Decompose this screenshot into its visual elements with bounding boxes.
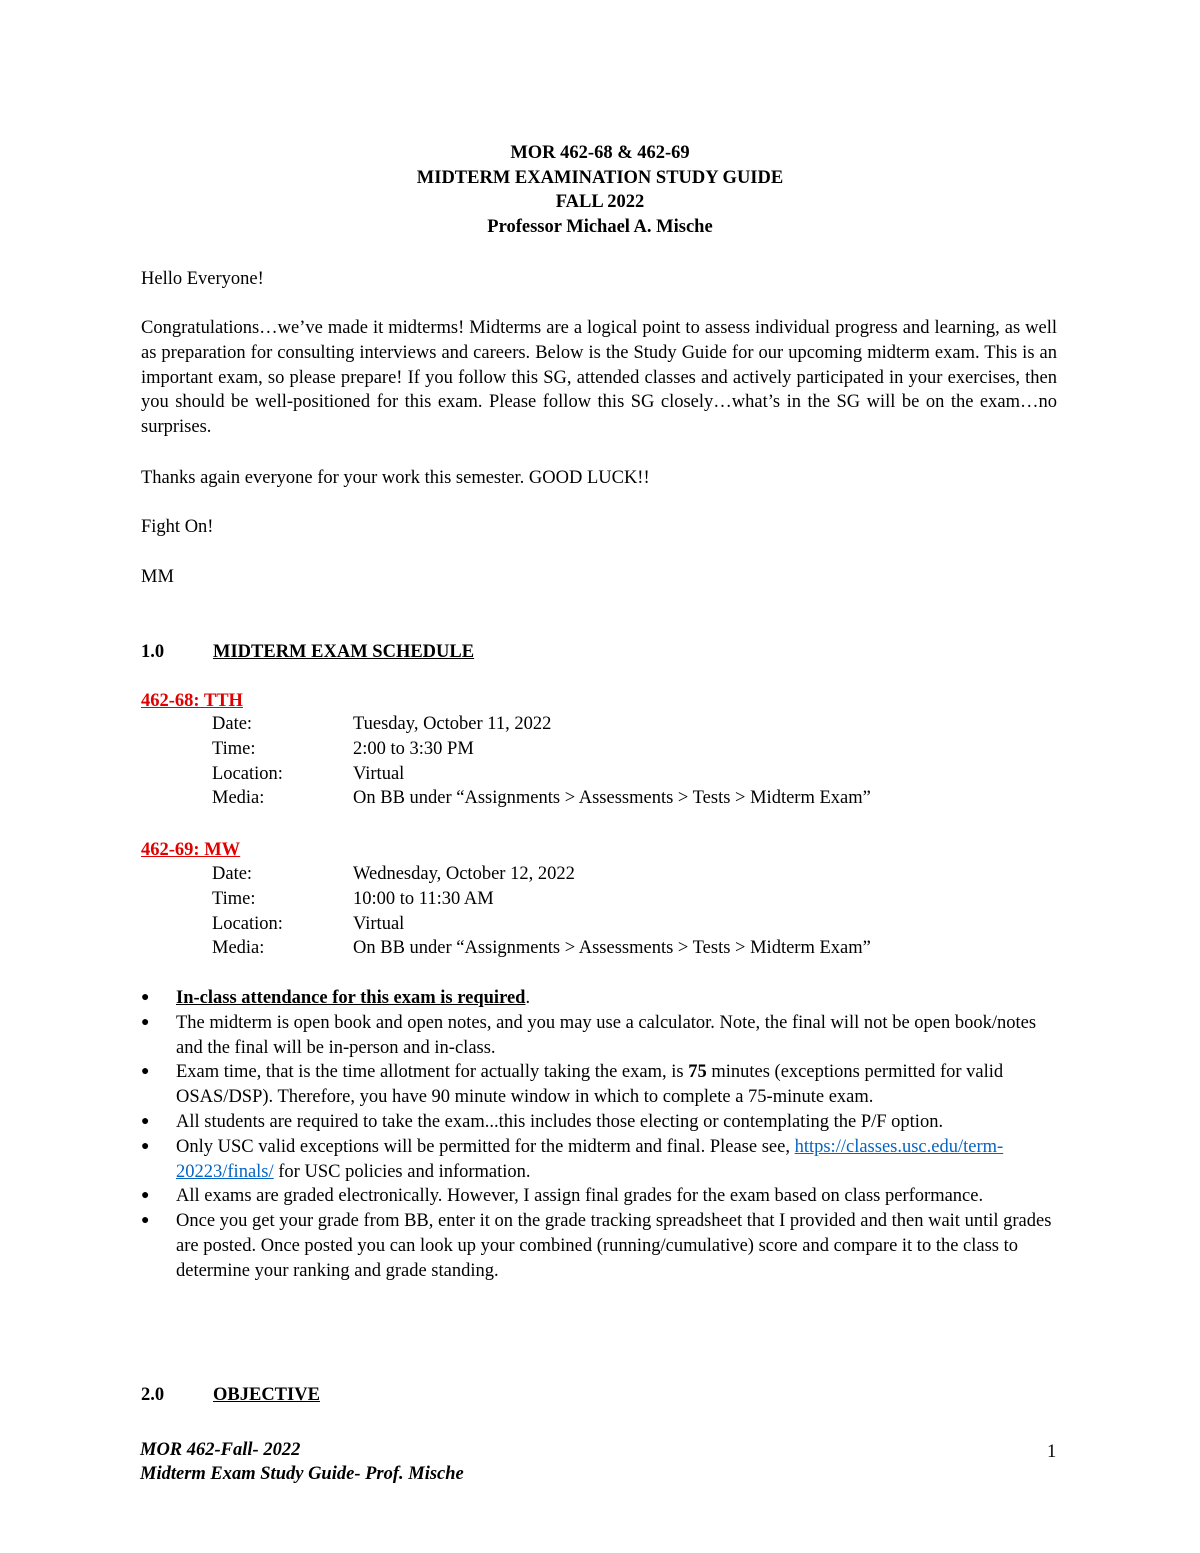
section-heading-schedule — [141, 640, 474, 664]
page-number: 1 — [1047, 1442, 1057, 1462]
schedule-heading-462-68: 462-68: TTH — [141, 691, 243, 711]
section-title: MIDTERM EXAM SCHEDULE — [213, 642, 475, 662]
bullet-text: minutes (exceptions permitted for valid OSAS/DSP). Therefore, you have 90 minute window in which to complete a 75-minute exam. — [176, 1062, 1004, 1108]
schedule-value: Tuesday, October 11, 2022 — [353, 714, 552, 734]
schedule-table-462-68 — [212, 712, 871, 811]
bullet-icon: ● — [141, 1188, 150, 1204]
bullet-icon: ● — [141, 1113, 150, 1129]
schedule-row — [212, 887, 871, 912]
course-code: MOR 462-68 & 462-69 — [510, 143, 690, 163]
schedule-value: On BB under “Assignments > Assessments > Tests > Midterm Exam” — [353, 788, 871, 809]
list-item — [141, 1060, 1057, 1110]
bullet-text: Once you get your grade from BB, enter it on the grade tracking spreadsheet that I provided and then wait until grades are posted. Once posted you can look up your combined (running/cumulative) score and compare it to the class to determine your ranking and grade standing. — [176, 1211, 1052, 1281]
list-item — [141, 1209, 1057, 1283]
footer-doc-title: Midterm Exam Study Guide- Prof. Mische — [140, 1464, 464, 1484]
signoff: Fight On! — [141, 517, 214, 537]
list-item — [141, 1110, 1057, 1135]
section-number: 2.0 — [141, 1385, 165, 1405]
bullet-icon: ● — [141, 1064, 150, 1080]
schedule-label: Location: — [212, 763, 283, 784]
schedule-value: 10:00 to 11:30 AM — [353, 888, 494, 909]
list-item — [141, 986, 1057, 1011]
schedule-value: Virtual — [353, 913, 405, 934]
bullet-text: Exam time, that is the time allotment for actually taking the exam, is — [176, 1062, 689, 1083]
exam-minutes: 75 — [688, 1062, 707, 1083]
usc-finals-link[interactable]: https://classes.usc.edu/term-20223/finals/ — [176, 1136, 1004, 1182]
list-item — [141, 1011, 1057, 1061]
schedule-label: Media: — [212, 938, 265, 959]
list-item — [141, 1135, 1057, 1185]
document-title: MIDTERM EXAMINATION STUDY GUIDE — [416, 167, 784, 188]
schedule-value: Virtual — [353, 763, 405, 784]
term: FALL 2022 — [555, 192, 645, 213]
attendance-required: In-class attendance for this exam is required — [176, 988, 526, 1008]
bullet-icon: ● — [141, 1138, 150, 1154]
thanks-line: Thanks again everyone for your work this semester. GOOD LUCK!! — [141, 468, 650, 488]
greeting: Hello Everyone! — [141, 269, 264, 289]
schedule-label: Location: — [212, 913, 283, 934]
page-footer — [140, 1438, 464, 1486]
schedule-table-462-69 — [212, 862, 871, 961]
section-heading-objective — [141, 1383, 320, 1407]
list-item — [141, 1184, 1057, 1209]
schedule-row — [212, 762, 871, 787]
bullet-icon: ● — [141, 1213, 150, 1229]
schedule-label: Time: — [212, 888, 256, 909]
bullet-text: All exams are graded electronically. However, I assign final grades for the exam based on class performance. — [176, 1186, 984, 1207]
bullet-text: . — [525, 988, 531, 1008]
schedule-heading-462-69: 462-69: MW — [141, 840, 241, 860]
schedule-value: On BB under “Assignments > Assessments > Tests > Midterm Exam” — [353, 938, 871, 959]
bullet-text: for USC policies and information. — [273, 1161, 531, 1182]
initials: MM — [141, 567, 174, 587]
schedule-value: 2:00 to 3:30 PM — [353, 738, 474, 759]
schedule-row — [212, 786, 871, 811]
intro-paragraph: Congratulations…we’ve made it midterms! Midterms are a logical point to assess individual progress and learning, as well as preparation for consulting interviews and careers. Below is the Study Guide for our upcoming midterm exam. This is an important exam, so please prepare! If you follow this SG, attended classes and actively participated in your exercises, then you should be well-positioned for this exam. Please follow this SG closely…what’s in the SG will be on the exam…no surprises. — [141, 318, 1057, 438]
bullet-icon: ● — [141, 990, 150, 1005]
schedule-label: Date: — [212, 864, 253, 884]
schedule-row — [212, 862, 871, 887]
title-block — [140, 141, 1060, 239]
bullet-icon: ● — [141, 1014, 150, 1030]
schedule-value: Wednesday, October 12, 2022 — [353, 864, 575, 884]
section-number: 1.0 — [141, 642, 165, 662]
bullet-text: The midterm is open book and open notes, and you may use a calculator. Note, the final will not be open book/notes and the final will be in-person and in-class. — [176, 1012, 1037, 1058]
schedule-label: Date: — [212, 714, 253, 734]
professor-name: Professor Michael A. Mische — [487, 216, 713, 237]
schedule-row — [212, 936, 871, 961]
schedule-label: Media: — [212, 788, 265, 809]
schedule-row — [212, 737, 871, 762]
bullet-text: Only USC valid exceptions will be permitted for the midterm and final. Please see, — [176, 1136, 795, 1157]
schedule-row — [212, 712, 871, 737]
bullet-text: All students are required to take the exam...this includes those electing or contemplating the P/F option. — [176, 1111, 944, 1132]
schedule-label: Time: — [212, 738, 256, 759]
section-title: OBJECTIVE — [213, 1385, 320, 1405]
footer-course: MOR 462-Fall- 2022 — [140, 1440, 301, 1460]
exam-rules-list — [141, 986, 1057, 1284]
schedule-row — [212, 912, 871, 937]
